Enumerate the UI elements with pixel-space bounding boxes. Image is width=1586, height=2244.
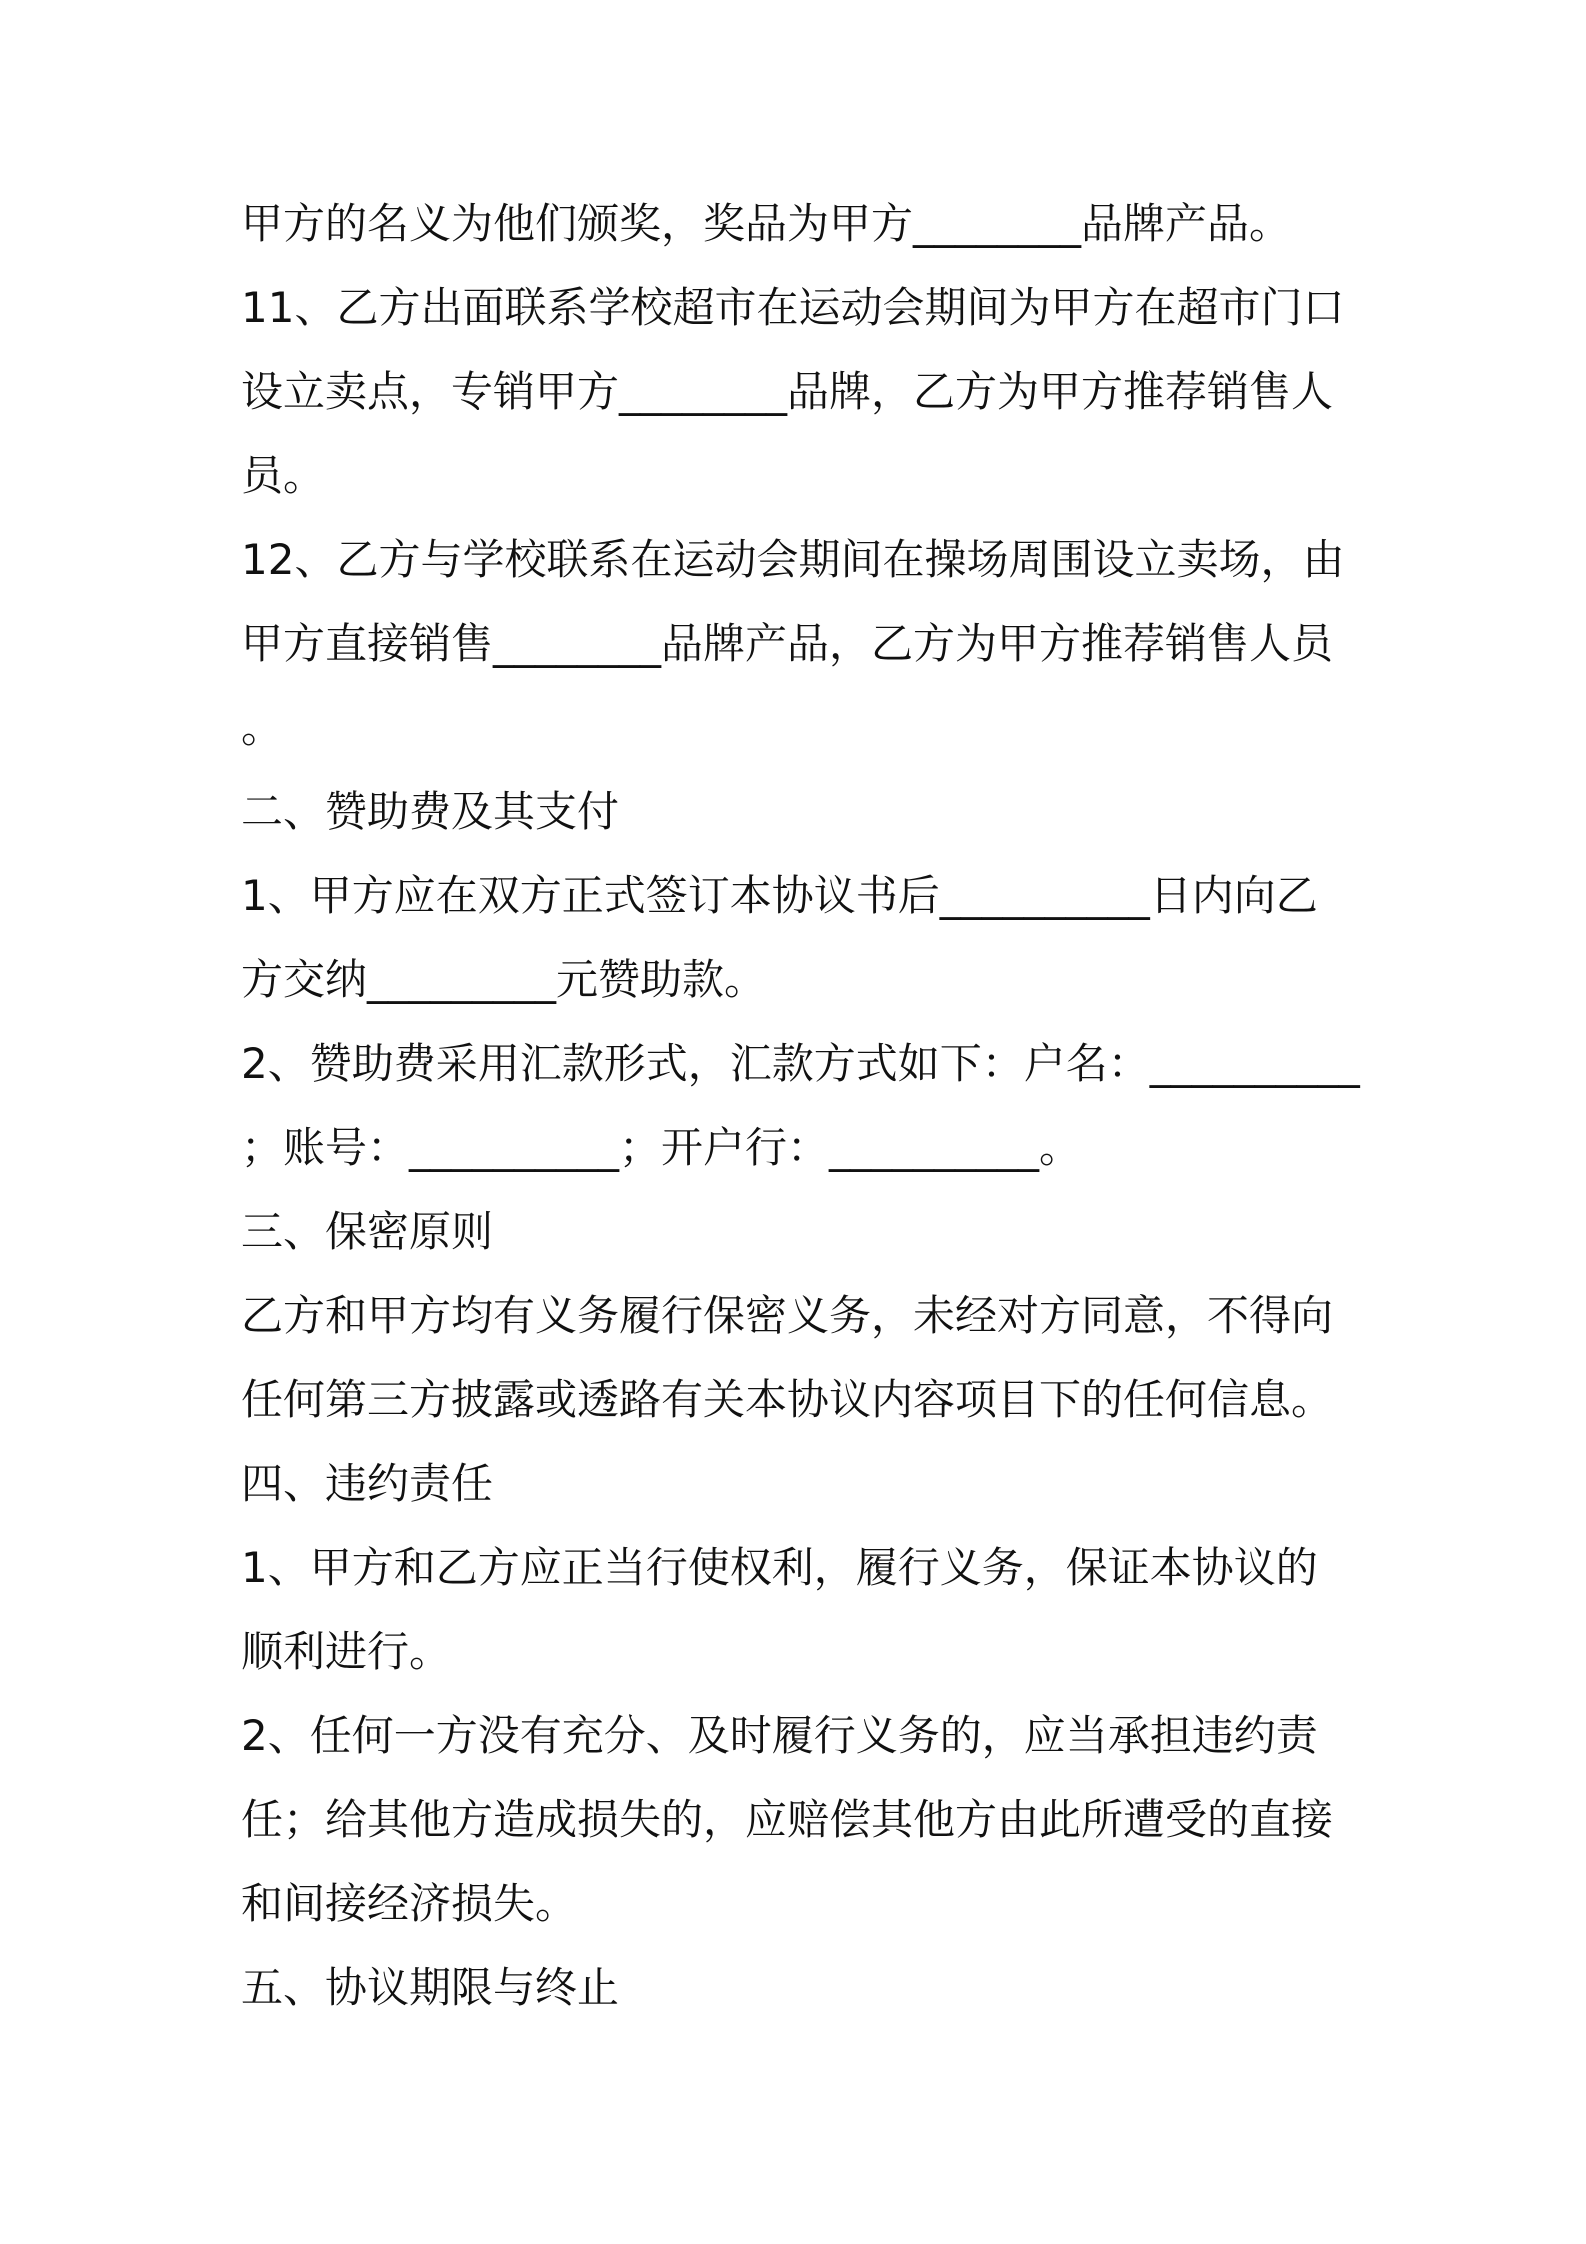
text-line: 甲方直接销售________品牌产品，乙方为甲方推荐销售人员 bbox=[241, 619, 1334, 668]
agreement-text bbox=[241, 182, 1361, 2030]
text-line: 11、乙方出面联系学校超市在运动会期间为甲方在超市门口 bbox=[241, 283, 1345, 332]
text-line: 设立卖点，专销甲方________品牌，乙方为甲方推荐销售人 bbox=[241, 367, 1334, 416]
text-line: 。 bbox=[241, 703, 284, 752]
text-line: 2、赞助费采用汇款形式，汇款方式如下：户名：__________ bbox=[241, 1039, 1360, 1088]
text-line: 1、甲方应在双方正式签订本协议书后__________日内向乙 bbox=[241, 871, 1318, 920]
text-line: 2、任何一方没有充分、及时履行义务的，应当承担违约责 bbox=[241, 1711, 1318, 1760]
text-line: 任何第三方披露或透路有关本协议内容项目下的任何信息。 bbox=[241, 1375, 1334, 1424]
text-line: 1、甲方和乙方应正当行使权利，履行义务，保证本协议的 bbox=[241, 1543, 1318, 1592]
text-line: 员。 bbox=[241, 451, 326, 500]
text-line: 乙方和甲方均有义务履行保密义务，未经对方同意，不得向 bbox=[241, 1291, 1334, 1340]
section-heading: 五、协议期限与终止 bbox=[241, 1963, 620, 2012]
text-line: 甲方的名义为他们颁奖，奖品为甲方________品牌产品。 bbox=[241, 199, 1292, 248]
section-heading: 三、保密原则 bbox=[241, 1207, 494, 1256]
text-line: 12、乙方与学校联系在运动会期间在操场周围设立卖场，由 bbox=[241, 535, 1345, 584]
text-line: 任；给其他方造成损失的，应赔偿其他方由此所遭受的直接 bbox=[241, 1795, 1334, 1844]
text-line: 和间接经济损失。 bbox=[241, 1879, 578, 1928]
section-heading: 二、赞助费及其支付 bbox=[241, 787, 620, 836]
text-line: 方交纳_________元赞助款。 bbox=[241, 955, 767, 1004]
section-heading: 四、违约责任 bbox=[241, 1459, 494, 1508]
text-line: 顺利进行。 bbox=[241, 1627, 452, 1676]
text-line: ；账号：__________；开户行：__________。 bbox=[241, 1123, 1082, 1172]
